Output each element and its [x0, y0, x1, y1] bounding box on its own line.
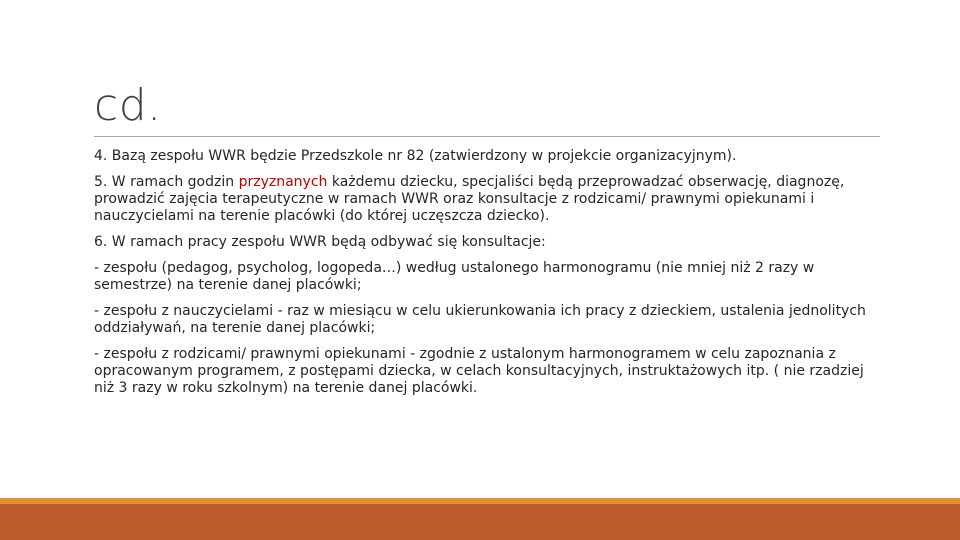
- paragraph-5-start: 5. W ramach godzin: [94, 174, 239, 190]
- bullet-teacher-consultations: - zespołu z nauczycielami - raz w miesiącu w celu ukierunkowania ich pracy z dzieckiem, ustalenia jednolitych oddziaływań, na terenie danej placówki;: [94, 303, 866, 336]
- footer-bar: [0, 498, 960, 540]
- bullet-team-consultations: - zespołu (pedagog, psycholog, logopeda…) według ustalonego harmonogramu (nie mniej niż 2 razy w semestrze) na terenie danej placówki;: [94, 260, 815, 293]
- title-divider: [94, 136, 880, 137]
- footer-accent-stripe: [0, 498, 960, 504]
- slide-body: [94, 148, 880, 406]
- paragraph-5: [94, 174, 880, 225]
- paragraph-4: 4. Bazą zespołu WWR będzie Przedszkole nr 82 (zatwierdzony w projekcie organizacyjnym).: [94, 148, 737, 164]
- paragraph-6: 6. W ramach pracy zespołu WWR będą odbywać się konsultacje:: [94, 234, 546, 250]
- bullet-parent-consultations: - zespołu z rodzicami/ prawnymi opiekunami - zgodnie z ustalonym harmonogramem w celu zapoznania z opracowanym programem, z postępami dziecka, w celach konsultacyjnych, instruktażowych itp. ( nie rzadziej niż 3 razy w roku szkolnym) na terenie danej placówki.: [94, 346, 864, 396]
- paragraph-5-rest: każdemu dziecku, specjaliści będą przeprowadzać obserwację, diagnozę, prowadzić zajęcia terapeutyczne w ramach WWR oraz konsultacje z rodzicami/ prawnymi opiekunami i nauczycielami na terenie placówki (do której uczęszcza dziecko).: [94, 174, 845, 224]
- highlighted-word: przyznanych: [238, 174, 328, 190]
- slide-title: cd.: [94, 80, 162, 131]
